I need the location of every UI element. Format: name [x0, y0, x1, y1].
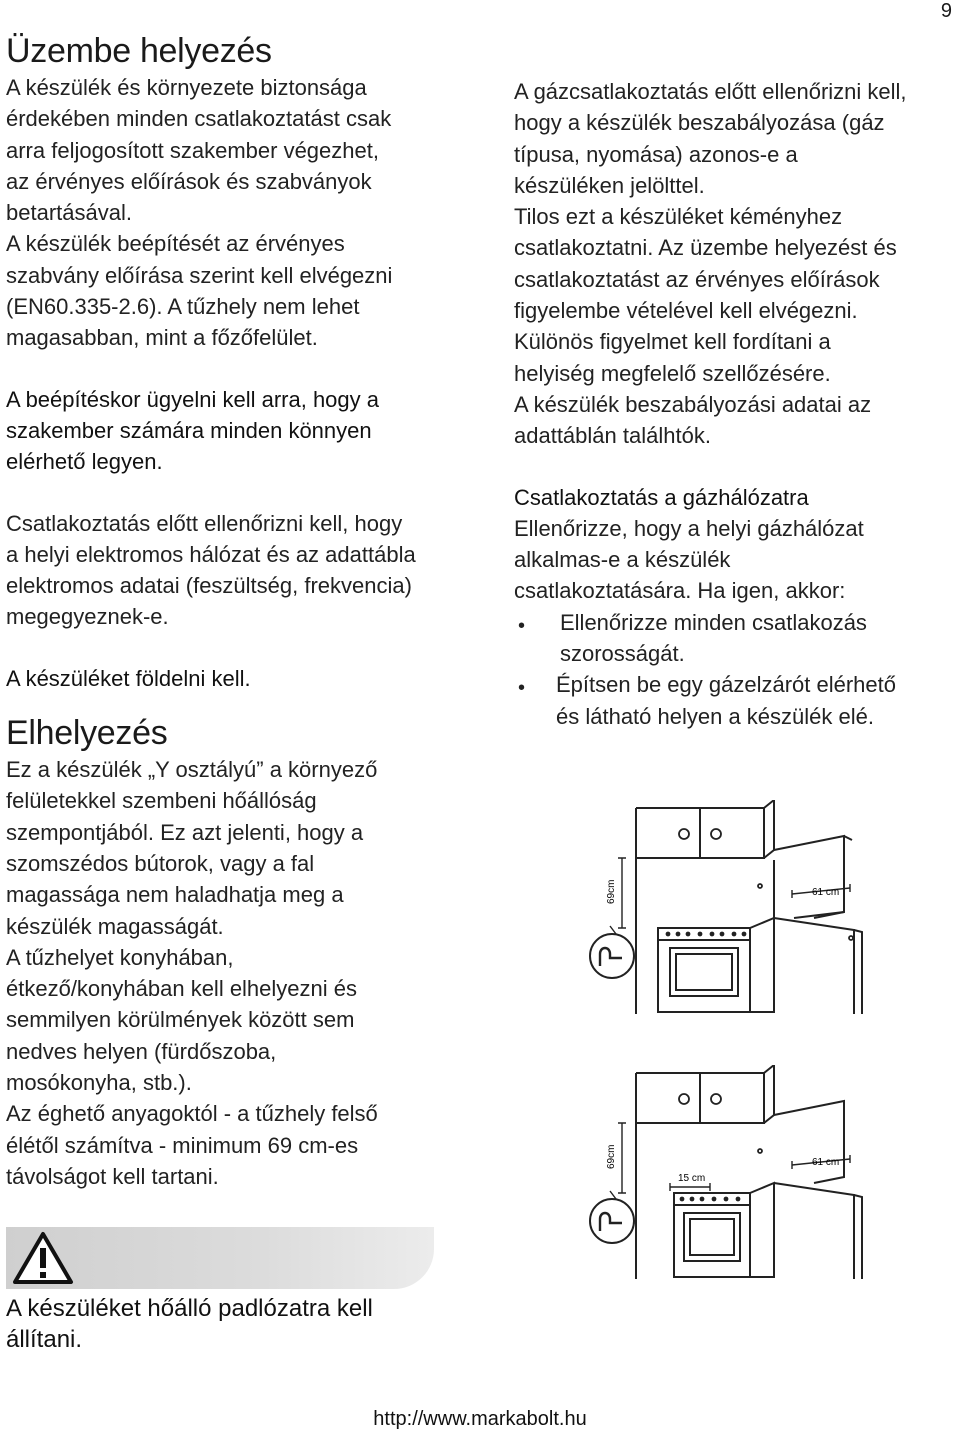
- text-line: A tűzhelyet konyhában,: [6, 944, 234, 970]
- text-line: arra feljogosított szakember végezhet,: [6, 137, 379, 163]
- text-line: A beépítéskor ügyelni kell arra, hogy a: [6, 386, 380, 412]
- text-line: Ez a készülék „Y osztályú” a környező: [6, 757, 378, 783]
- text-line: Az éghető anyagoktól - a tűzhely felső: [6, 1101, 378, 1127]
- warning-banner: [6, 1227, 434, 1289]
- paragraph-accessibility: [6, 384, 476, 478]
- text-line: érdekében minden csatlakoztatást csak: [6, 106, 392, 132]
- text-line: szempontjából. Ez azt jelenti, hogy a: [6, 819, 364, 845]
- text-line: szabvány előírása szerint kell elvégezni: [6, 262, 393, 288]
- installation-diagram-2: [574, 1065, 944, 1285]
- bullet-icon: •: [518, 677, 526, 700]
- text-line: magassága nem haladhatja meg a: [6, 882, 344, 908]
- text-line: Építsen be egy gázelzárót elérhető: [556, 672, 897, 698]
- text-line: helyiség megfelelő szellőzésére.: [514, 360, 831, 386]
- paragraph-placement: [6, 754, 476, 1192]
- text-line: elektromos adatai (feszültség, frekvencia): [6, 573, 412, 599]
- installation-diagram-1: [574, 800, 944, 1020]
- text-line: típusa, nyomása) azonos-e a: [514, 141, 798, 167]
- text-line: megegyeznek-e.: [6, 604, 169, 630]
- warning-text: [6, 1293, 446, 1355]
- text-line: Csatlakoztatás előtt ellenőrizni kell, hogy: [6, 510, 403, 536]
- text-line: A készülék beszabályozási adatai az: [514, 391, 872, 417]
- list-item: [514, 669, 954, 732]
- footer-url: http://www.markabolt.hu: [373, 1408, 587, 1430]
- text-line: az érvényes előírások és szabványok: [6, 168, 372, 194]
- paragraph-safety: [6, 72, 476, 354]
- text-line: betartásával.: [6, 200, 132, 226]
- text-line: alkalmas-e a készülék: [514, 547, 731, 573]
- text-line: készülék magasságát.: [6, 913, 224, 939]
- paragraph-gas-network: [514, 513, 954, 607]
- text-line: készüléken jelölttel.: [514, 172, 705, 198]
- text-line: állítani.: [6, 1326, 83, 1353]
- text-line: A készülék és környezete biztonsága: [6, 75, 367, 100]
- grounding-note: A készüléket földelni kell.: [6, 665, 251, 691]
- dim-label-height: 69cm: [606, 1144, 617, 1169]
- text-line: csatlakoztatni. Az üzembe helyezést és: [514, 235, 897, 261]
- left-column: [6, 30, 476, 1192]
- text-line: mosókonyha, stb.).: [6, 1070, 192, 1096]
- text-line: figyelembe vételével kell elvégezni.: [514, 298, 858, 324]
- section-title-placement: Elhelyezés: [6, 714, 168, 753]
- dim-label-height: 69cm: [606, 879, 617, 904]
- text-line: és látható helyen a készülék elé.: [556, 703, 874, 729]
- paragraph-electrical-check: [6, 508, 476, 633]
- text-line: Különös figyelmet kell fordítani a: [514, 329, 831, 355]
- warning-triangle-icon: [12, 1231, 74, 1285]
- section-title-installation: Üzembe helyezés: [6, 32, 272, 70]
- gas-steps-list: [514, 607, 954, 732]
- list-item: [514, 607, 954, 670]
- text-line: szomszédos bútorok, vagy a fal: [6, 850, 315, 876]
- text-line: étkező/konyhában kell elhelyezni és: [6, 976, 358, 1002]
- bullet-icon: •: [518, 614, 526, 637]
- paragraph-gas-check: [514, 76, 954, 452]
- text-line: adattáblán találhtók.: [514, 423, 711, 449]
- dim-label-side: 15 cm: [678, 1173, 706, 1184]
- text-line: A készülék beépítését az érvényes: [6, 231, 345, 257]
- text-line: magasabban, mint a főzőfelület.: [6, 325, 318, 351]
- dim-label-width: 61 cm: [812, 887, 840, 898]
- text-line: távolságot kell tartani.: [6, 1163, 219, 1189]
- text-line: nedves helyen (fürdőszoba,: [6, 1038, 277, 1064]
- text-line: szorosságát.: [560, 641, 685, 667]
- text-line: a helyi elektromos hálózat és az adattábla: [6, 541, 416, 567]
- text-line: csatlakoztatására. Ha igen, akkor:: [514, 578, 846, 604]
- right-column: [514, 76, 954, 732]
- text-line: (EN60.335-2.6). A tűzhely nem lehet: [6, 294, 360, 320]
- text-line: A gázcsatlakoztatás előtt ellenőrizni kell,: [514, 79, 907, 104]
- gas-connection-heading: Csatlakoztatás a gázhálózatra: [514, 484, 809, 510]
- text-line: hogy a készülék beszabályozása (gáz: [514, 110, 885, 136]
- text-line: elérhető legyen.: [6, 449, 163, 475]
- text-line: csatlakoztatást az érvényes előírások: [514, 266, 880, 292]
- text-line: Ellenőrizze, hogy a helyi gázhálózat: [514, 515, 864, 541]
- text-line: A készüléket hőálló padlózatra kell: [6, 1295, 373, 1322]
- text-line: Ellenőrizze minden csatlakozás: [560, 609, 867, 635]
- page-number: 9: [940, 0, 952, 22]
- text-line: szakember számára minden könnyen: [6, 417, 372, 443]
- text-line: semmilyen körülmények között sem: [6, 1007, 355, 1033]
- text-line: élétől számítva - minimum 69 cm-es: [6, 1132, 359, 1158]
- text-line: felületekkel szembeni hőállóság: [6, 788, 317, 814]
- text-line: Tilos ezt a készüléket kéményhez: [514, 204, 843, 230]
- dim-label-width: 61 cm: [812, 1157, 840, 1168]
